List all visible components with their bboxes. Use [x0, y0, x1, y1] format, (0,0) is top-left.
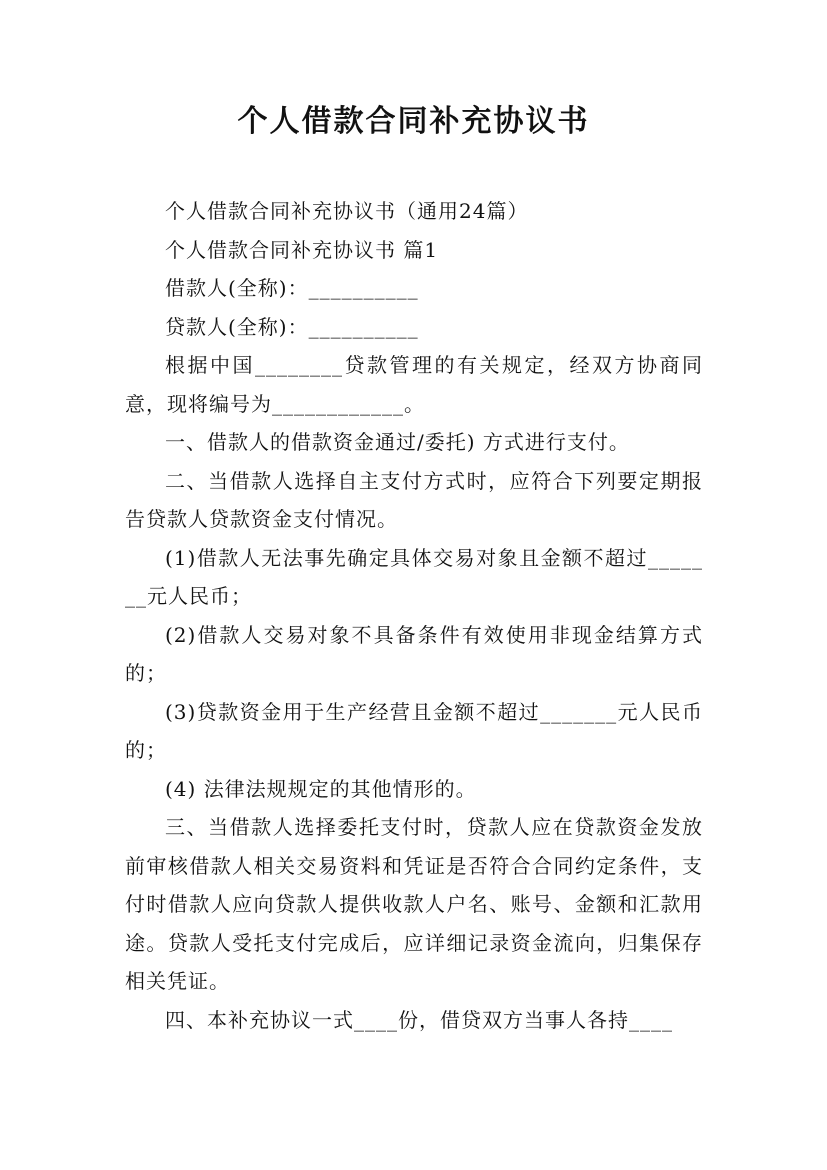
paragraph-clause-2: 二、当借款人选择自主支付方式时，应符合下列要定期报告贷款人贷款资金支付情况。	[125, 468, 703, 531]
paragraph-clause-4: 四、本补充协议一式____份，借贷双方当事人各持____	[165, 1007, 673, 1032]
paragraph-lender: 贷款人(全称)：__________	[165, 314, 419, 339]
paragraph-clause-1: 一、借款人的借款资金通过/委托) 方式进行支付。	[165, 430, 630, 454]
document-body	[125, 192, 703, 1039]
paragraph-item-2: (2)借款人交易对象不具备条件有效使用非现金结算方式的；	[125, 622, 703, 685]
paragraph-item-3: (3)贷款资金用于生产经营且金额不超过_______元人民币的；	[125, 699, 703, 762]
paragraph-basis: 根据中国________贷款管理的有关规定，经双方协商同意，现将编号为____________。	[125, 353, 703, 416]
paragraph-section-heading: 个人借款合同补充协议书 篇1	[165, 237, 439, 262]
paragraph-subtitle: 个人借款合同补充协议书（通用24篇）	[165, 199, 529, 223]
paragraph-item-4: (4) 法律法规规定的其他情形的。	[165, 776, 477, 801]
paragraph-clause-3: 三、当借款人选择委托支付时，贷款人应在贷款资金发放前审核借款人相关交易资料和凭证是否符合合同约定条件，支付时借款人应向贷款人提供收款人户名、账号、金额和汇款用途。贷款人受托支付完成后，应详细记录资金流向，归集保存相关凭证。	[125, 815, 703, 993]
paragraph-borrower: 借款人(全称)：__________	[165, 276, 419, 300]
paragraph-item-1: (1)借款人无法事先确定具体交易对象且金额不超过_______元人民币；	[125, 545, 703, 608]
document-title: 个人借款合同补充协议书	[237, 104, 590, 139]
